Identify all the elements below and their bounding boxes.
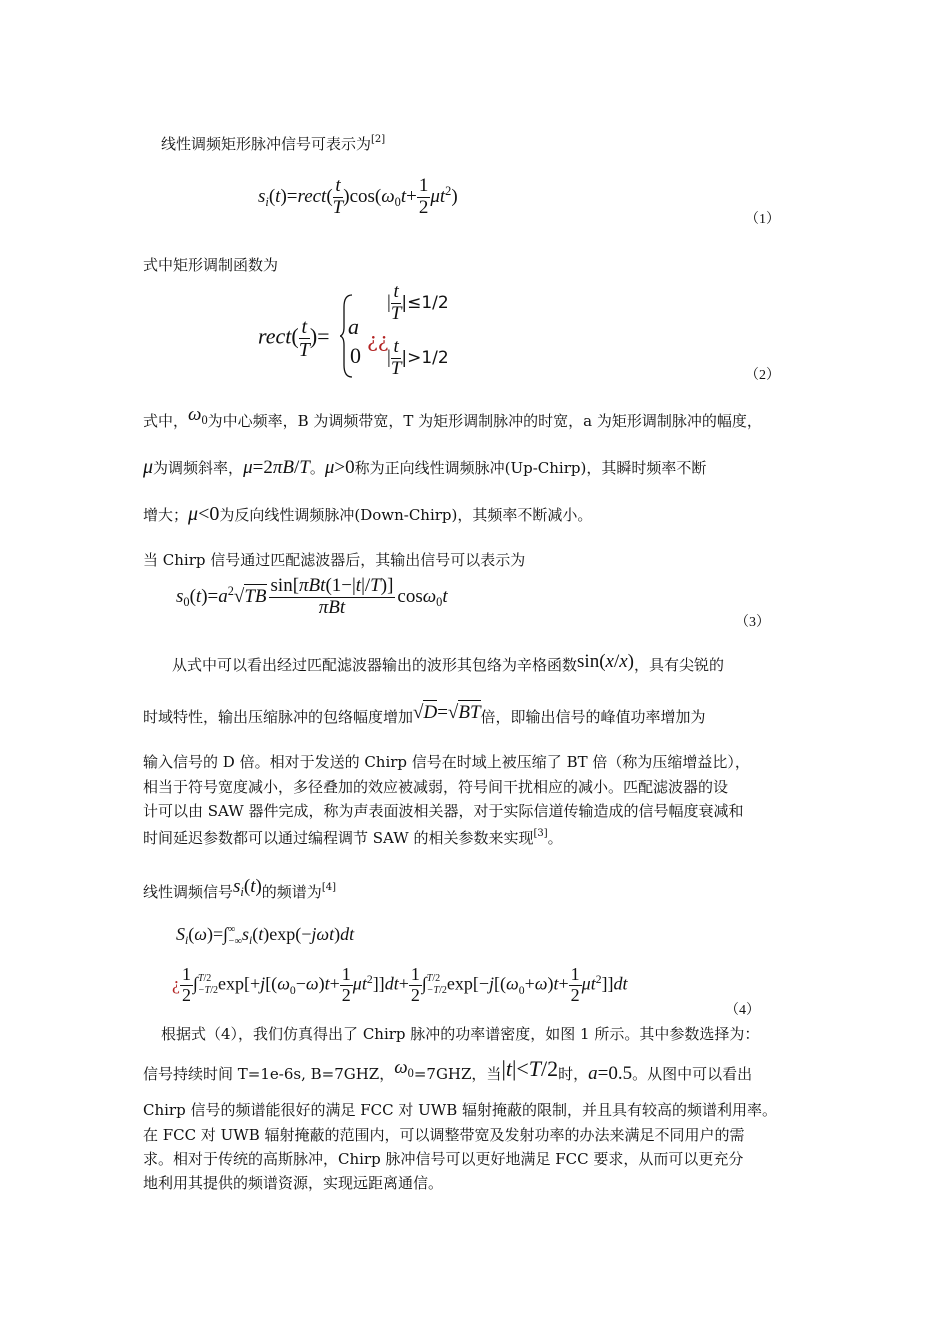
render-artifact: ¿ xyxy=(172,973,180,994)
equation-number-4: （4） xyxy=(725,1003,760,1018)
para3-line1: 式中，$\omega_0$为中心频率，B 为调频带宽，T 为矩形调制脉冲的时宽，a 为矩形调制脉冲的幅度， xyxy=(143,404,762,430)
para7-line4: 在 FCC 对 UWB 辐射掩蔽的范围内，可以调整带宽及发射功率的办法来满足不同用户的需 xyxy=(143,1126,745,1144)
intro-line xyxy=(161,134,385,157)
equation-3: $s_0(t)=a^2√TB$ $\frac{\text{sin[πBt(1−|t|/T)]}}{\text{πBt}}$ cosω$_0$t xyxy=(176,575,448,618)
equation-4-line1: $S_i(\omega)=\int$ ∞ −∞ $s_i(t)\exp(-j\omega t)dt$ xyxy=(176,924,355,948)
matched-filter-intro: 当 Chirp 信号通过匹配滤波器后，其输出信号可以表示为 xyxy=(143,551,526,569)
rect-intro-line: 式中矩形调制函数为 xyxy=(143,256,279,274)
citation-ref: [3] xyxy=(533,828,548,839)
case-a: a xyxy=(348,314,359,339)
intro-text: 线性调频矩形脉冲信号可表示为 xyxy=(161,135,372,153)
para5-line3: 输入信号的 D 倍。相对于发送的 Chirp 信号在时域上被压缩了 BT 倍（称为压缩增益比）， xyxy=(143,753,750,771)
equation-number-3: （3） xyxy=(735,615,770,630)
para5-line2: 时域特性，输出压缩脉冲的包络幅度增加√D=√BT倍，即输出信号的峰值功率增加为 xyxy=(143,702,706,726)
para7-line3: Chirp 信号的频谱能很好的满足 FCC 对 UWB 辐射掩蔽的限制，并且具有较高的频谱利用率。 xyxy=(143,1101,777,1119)
render-artifact: ¿¿ xyxy=(367,328,389,352)
condition-2: | $\frac{t}{T}$ |>1/2 xyxy=(387,336,449,379)
para5-line4: 相当于符号宽度减小，多径叠加的效应被减弱，符号间干扰相应的减小。匹配滤波器的设 xyxy=(143,778,729,796)
para3-line2: μ为调频斜率，μ=2πB/T。μ>0称为正向线性调频脉冲(Up-Chirp)，其瞬时频率不断 xyxy=(143,456,707,478)
para5-line5: 计可以由 SAW 器件完成，称为声表面波相关器，对于实际信道传输造成的信号幅度衰减和 xyxy=(143,802,744,820)
para7-line2: 信号持续时间 T=1e-6s, B=7GHZ，$\omega_0=7GHZ$，当|t|<T/2时，a=0.5。从图中可以看出 xyxy=(143,1056,753,1084)
para3-line3: 增大；μ<0为反向线性调频脉冲(Down-Chirp)，其频率不断减小。 xyxy=(143,503,593,525)
para5-line6: 时间延迟参数都可以通过编程调节 SAW 的相关参数来实现[3]。 xyxy=(143,828,563,847)
citation-ref: [4] xyxy=(321,882,336,893)
para7-line1: 根据式（4），我们仿真得出了 Chirp 脉冲的功率谱密度，如图 1 所示。其中参数选择为： xyxy=(161,1025,760,1043)
para7-line6: 地利用其提供的频谱资源，实现远距离通信。 xyxy=(143,1174,444,1192)
case-zero: 0 xyxy=(350,343,361,368)
equation-1: $s_i(t)=rect$( $\frac{t}{T}$ )$\cos(\omega_0t+$ $\frac{1}{2}$ $\mu t^2$) xyxy=(258,175,458,218)
equation-2-lhs: rect( $\frac{t}{T}$ )= xyxy=(258,316,330,361)
spectrum-intro: 线性调频信号$s_i(t)$的频谱为[4] xyxy=(143,876,336,901)
equation-4-line2: ¿ $\frac{1}{2}$ ∫ T/2 −T/2 $\exp[+j[(\omega_0-\omega)t+$ $\frac{1}{2}$ $\mu t^2]]dt+$ $\frac{1}{2}$ ∫ T/2 −T/2 $\exp[-j[(\omega_0+\omega)t+$ $\frac{1}{2}$ $\mu t^2]]dt$ xyxy=(172,964,628,1005)
equation-number-1: （1） xyxy=(745,212,780,227)
citation-ref: [2] xyxy=(371,134,386,145)
condition-1: | $\frac{t}{T}$ |≤1/2 xyxy=(387,281,449,324)
para5-line1: 从式中可以看出经过匹配滤波器输出的波形其包络为辛格函数sin(x/x)，具有尖锐的 xyxy=(172,651,725,674)
para7-line5: 求。相对于传统的高斯脉冲，Chirp 脉冲信号可以更好地满足 FCC 要求，从而可以更充分 xyxy=(143,1150,744,1168)
equation-number-2: （2） xyxy=(745,368,780,383)
